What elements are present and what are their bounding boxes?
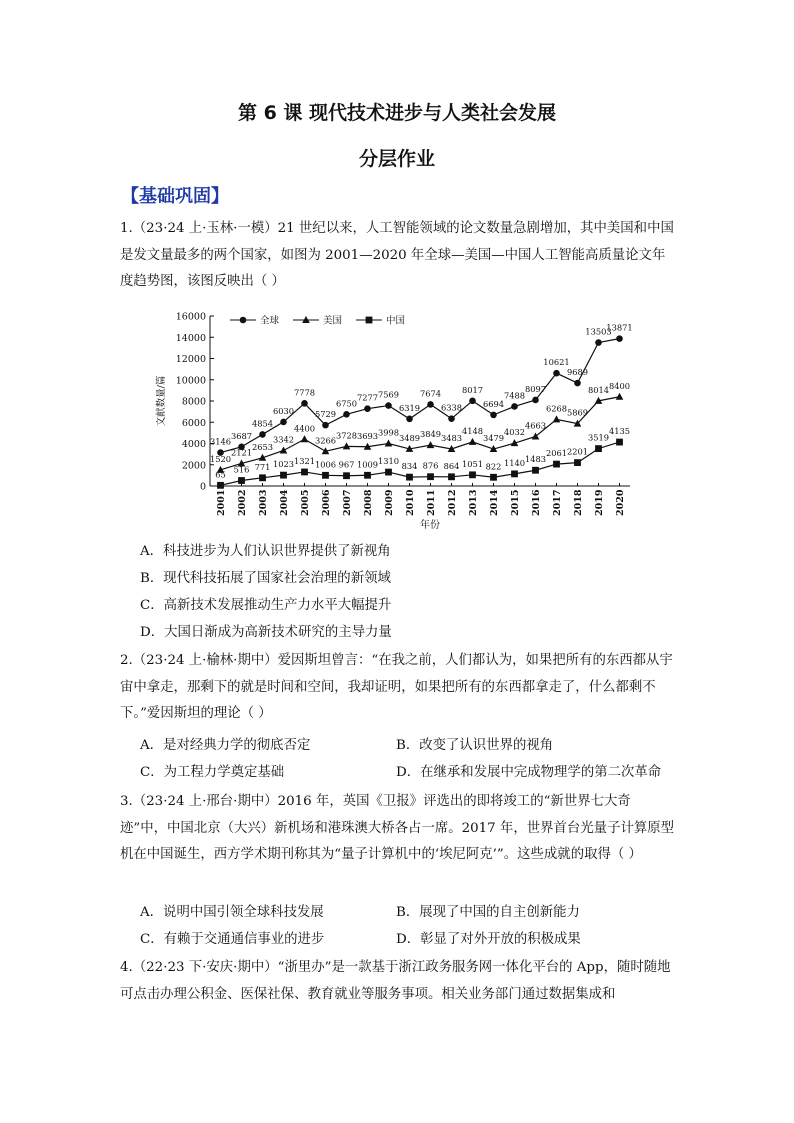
data-point-square xyxy=(469,471,476,478)
data-label-circle: 3146 xyxy=(209,436,232,447)
x-tick-label: 2008 xyxy=(363,489,374,516)
legend-label-square: 中国 xyxy=(386,315,406,327)
data-point-circle xyxy=(553,370,560,377)
data-label-circle: 6750 xyxy=(335,398,358,409)
q1-option-b[interactable]: B．现代科技拓展了国家社会治理的新领域 xyxy=(140,571,391,586)
q3-option-d[interactable]: D．彰显了对外开放的积极成果 xyxy=(396,932,581,947)
data-label-square: 1321 xyxy=(293,455,316,466)
x-tick-label: 2009 xyxy=(384,489,395,516)
data-label-circle: 9689 xyxy=(566,367,589,378)
data-label-square: 1023 xyxy=(272,459,295,470)
x-tick-label: 2014 xyxy=(489,489,500,516)
data-label-triangle: 4663 xyxy=(524,420,547,431)
data-point-square xyxy=(364,472,371,479)
data-label-triangle: 3342 xyxy=(272,434,295,445)
chart-legend xyxy=(230,315,405,327)
data-point-triangle xyxy=(532,432,540,439)
legend-marker xyxy=(240,317,247,324)
data-label-triangle: 3998 xyxy=(377,427,400,438)
data-point-triangle xyxy=(469,438,477,445)
y-tick-label: 8000 xyxy=(181,396,206,408)
data-label-square: 834 xyxy=(401,461,418,472)
data-label-triangle: 4400 xyxy=(293,423,316,434)
data-point-circle xyxy=(364,405,371,412)
q1-option-c[interactable]: C．高新技术发展推动生产力水平大幅提升 xyxy=(140,598,392,613)
data-label-triangle: 6268 xyxy=(545,403,568,414)
x-tick-label: 2002 xyxy=(237,489,248,516)
data-point-circle xyxy=(532,397,539,404)
data-point-square xyxy=(574,459,581,466)
y-tick-label: 2000 xyxy=(181,460,206,472)
x-tick-label: 2013 xyxy=(468,489,479,516)
data-point-square xyxy=(448,473,455,480)
data-label-triangle: 2653 xyxy=(251,441,274,452)
data-label-square: 864 xyxy=(443,460,460,471)
y-axis-label: 文献数量/篇 xyxy=(156,375,167,427)
data-point-triangle xyxy=(616,393,624,400)
ai-papers-line-chart xyxy=(150,300,640,532)
data-point-square xyxy=(301,469,308,476)
data-point-triangle xyxy=(301,435,309,442)
question-1-text: 1.（23·24 上·玉林·一模）21 世纪以来，人工智能领域的论文数量急剧增加，其中美国和中国是发文量最多的两个国家，如图为 2001—2020 年全球—美国—中国人工智能高质量论文年度趋势图，该图反映出（ ） xyxy=(120,221,674,289)
data-point-square xyxy=(217,482,224,489)
data-point-circle xyxy=(595,339,602,346)
data-label-circle: 8097 xyxy=(524,383,547,394)
q1-option-a[interactable]: A．科技进步为人们认识世界提供了新视角 xyxy=(140,544,391,559)
data-point-square xyxy=(595,445,602,452)
data-label-circle: 7674 xyxy=(419,388,442,399)
data-label-circle: 7488 xyxy=(503,390,526,401)
x-tick-label: 2001 xyxy=(216,489,227,516)
y-tick-label: 0 xyxy=(199,481,206,493)
x-tick-label: 2017 xyxy=(552,489,563,516)
data-point-square xyxy=(406,474,413,481)
x-tick-label: 2003 xyxy=(258,489,269,516)
data-label-square: 1006 xyxy=(314,459,337,470)
q3-option-b[interactable]: B．展现了中国的自主创新能力 xyxy=(396,905,580,920)
x-tick-label: 2005 xyxy=(300,489,311,516)
data-label-circle: 6694 xyxy=(482,398,505,409)
x-tick-label: 2018 xyxy=(573,489,584,516)
data-point-square xyxy=(322,472,329,479)
data-label-triangle: 8014 xyxy=(587,384,610,395)
x-tick-label: 2016 xyxy=(531,489,542,516)
data-label-square: 2061 xyxy=(545,448,568,459)
data-point-circle xyxy=(574,380,581,387)
data-point-circle xyxy=(406,416,413,423)
data-point-circle xyxy=(448,415,455,422)
data-point-square xyxy=(427,473,434,480)
data-label-circle: 4854 xyxy=(251,418,274,429)
chart-data-labels xyxy=(210,323,633,480)
data-label-circle: 13871 xyxy=(606,322,633,333)
data-label-triangle: 2121 xyxy=(230,447,253,458)
data-label-circle: 5729 xyxy=(314,409,337,420)
data-label-circle: 8017 xyxy=(461,384,484,395)
q2-option-d[interactable]: D．在继承和发展中完成物理学的第二次革命 xyxy=(396,765,662,780)
data-label-square: 1051 xyxy=(461,458,484,469)
data-label-triangle: 1520 xyxy=(209,453,232,464)
lesson-subtitle: 分层作业 xyxy=(358,148,435,170)
q3-option-a[interactable]: A．说明中国引领全球科技发展 xyxy=(140,905,324,920)
data-label-square: 876 xyxy=(422,460,439,471)
data-label-triangle: 3483 xyxy=(440,432,463,443)
data-point-circle xyxy=(427,401,434,408)
data-point-square xyxy=(280,472,287,479)
data-label-circle: 6338 xyxy=(440,402,463,413)
data-point-circle xyxy=(511,403,518,410)
data-label-square: 1310 xyxy=(377,456,400,467)
data-label-triangle: 3266 xyxy=(314,435,337,446)
x-tick-label: 2015 xyxy=(510,489,521,516)
data-label-triangle: 3489 xyxy=(398,432,421,443)
data-label-triangle: 3728 xyxy=(335,430,358,441)
data-point-square xyxy=(343,472,350,479)
y-tick-label: 6000 xyxy=(181,417,206,429)
data-point-square xyxy=(385,469,392,476)
data-point-triangle xyxy=(280,446,288,453)
data-point-triangle xyxy=(427,441,435,448)
question-4-text: 4.（22·23 下·安庆·期中）“浙里办”是一款基于浙江政务服务网一体化平台的 App，随时随地可点击办理公积金、医保社保、教育就业等服务事项。相关业务部门通过数据集成和 xyxy=(120,960,671,1002)
data-label-square: 4135 xyxy=(608,426,631,437)
data-label-square: 516 xyxy=(233,464,250,475)
data-label-square: 822 xyxy=(485,461,502,472)
data-point-circle xyxy=(280,419,287,426)
q2-option-b[interactable]: B．改变了认识世界的视角 xyxy=(396,738,554,753)
data-label-triangle: 4148 xyxy=(461,425,484,436)
data-label-circle: 6030 xyxy=(272,405,295,416)
data-label-circle: 7277 xyxy=(356,392,379,403)
data-label-triangle: 3849 xyxy=(419,429,442,440)
data-label-triangle: 3479 xyxy=(482,433,505,444)
data-label-square: 1140 xyxy=(503,457,526,468)
data-point-square xyxy=(532,467,539,474)
data-label-circle: 13503 xyxy=(585,326,612,337)
q2-option-c[interactable]: C．为工程力学奠定基础 xyxy=(140,765,285,780)
data-label-circle: 6319 xyxy=(398,402,421,413)
y-tick-label: 4000 xyxy=(181,439,206,450)
data-label-circle: 7778 xyxy=(293,387,316,398)
data-point-circle xyxy=(343,411,350,418)
data-point-circle xyxy=(259,431,266,438)
data-label-circle: 10621 xyxy=(543,357,570,368)
q1-option-d[interactable]: D．大国日渐成为高新技术研究的主导力量 xyxy=(140,625,392,640)
legend-label-triangle: 美国 xyxy=(323,315,343,327)
y-tick-label: 12000 xyxy=(175,354,206,365)
data-point-circle xyxy=(469,398,476,405)
data-label-circle: 7569 xyxy=(377,389,400,400)
data-label-square: 1483 xyxy=(524,454,547,465)
data-label-square: 967 xyxy=(338,459,355,470)
legend-marker xyxy=(366,317,373,324)
data-point-circle xyxy=(322,422,329,429)
data-label-square: 1009 xyxy=(356,459,379,470)
data-point-square xyxy=(259,474,266,481)
data-point-square xyxy=(511,470,518,477)
data-label-square: 771 xyxy=(254,461,271,472)
q2-option-a[interactable]: A．是对经典力学的彻底否定 xyxy=(140,738,311,753)
data-point-square xyxy=(616,439,623,446)
x-tick-label: 2007 xyxy=(342,489,353,516)
q3-option-c[interactable]: C．有赖于交通通信事业的进步 xyxy=(140,932,325,947)
data-label-triangle: 8400 xyxy=(608,380,631,391)
data-label-triangle: 5869 xyxy=(566,407,589,418)
x-tick-label: 2010 xyxy=(405,489,416,516)
question-3-text: 3.（23·24 上·邢台·期中）2016 年，英国《卫报》评选出的即将竣工的“新世界七大奇迹”中，中国北京（大兴）新机场和港珠澳大桥各占一席。2017 年，世界首台光量子计算原型机在中国诞生，西方学术期刊称其为“量子计算机中的‘埃尼阿克’”。这些成就的取得（ ） xyxy=(120,794,675,862)
data-point-circle xyxy=(301,400,308,407)
y-tick-label: 16000 xyxy=(175,311,206,323)
data-point-triangle xyxy=(553,415,561,422)
data-point-circle xyxy=(385,402,392,409)
data-label-triangle: 4032 xyxy=(503,427,526,438)
data-point-circle xyxy=(490,412,497,419)
x-tick-label: 2012 xyxy=(447,489,458,516)
data-label-square: 2201 xyxy=(566,446,589,457)
y-tick-label: 10000 xyxy=(175,375,206,387)
x-tick-label: 2006 xyxy=(321,489,332,516)
data-label-circle: 3687 xyxy=(230,430,253,441)
data-point-circle xyxy=(616,335,623,342)
data-point-square xyxy=(490,474,497,481)
x-axis-label: 年份 xyxy=(420,520,440,531)
y-tick-label: 14000 xyxy=(175,332,206,344)
data-point-square xyxy=(553,461,560,468)
data-point-triangle xyxy=(385,440,393,447)
data-label-square: 65 xyxy=(215,469,226,480)
question-2-text: 2.（23·24 上·榆林·期中）爱因斯坦曾言：“在我之前，人们都认为，如果把所有的东西都从宇宙中拿走，那剩下的就是时间和空间，我却证明，如果把所有的东西都拿走了，什么都剩不下。”爱因斯坦的理论（ ） xyxy=(120,653,673,721)
x-tick-label: 2019 xyxy=(594,489,605,516)
data-point-square xyxy=(238,477,245,484)
data-label-triangle: 3693 xyxy=(356,430,379,441)
legend-label-circle: 全球 xyxy=(260,315,280,327)
x-tick-label: 2004 xyxy=(279,489,290,516)
lesson-title: 第 6 课 现代技术进步与人类社会发展 xyxy=(237,102,557,124)
x-tick-label: 2011 xyxy=(426,489,437,516)
section-heading: 【基础巩固】 xyxy=(121,186,229,207)
x-tick-label: 2020 xyxy=(615,489,626,516)
data-label-square: 3519 xyxy=(587,432,610,443)
